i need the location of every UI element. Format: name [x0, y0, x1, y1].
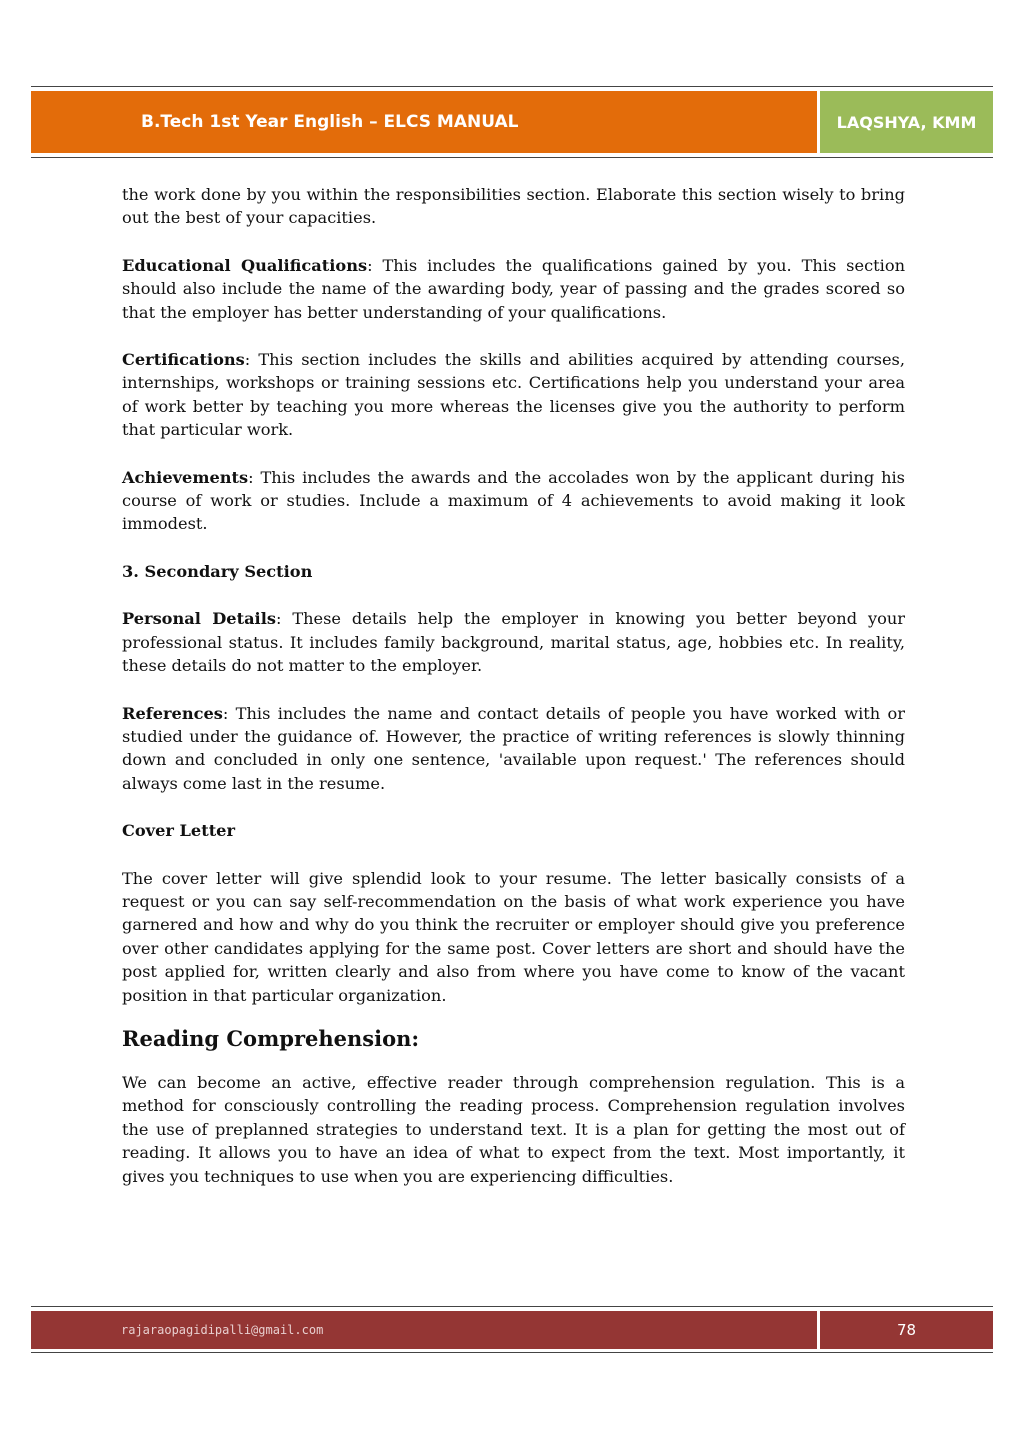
heading-reading-comprehension: Reading Comprehension:	[122, 1025, 420, 1051]
footer-bottom-rule	[31, 1352, 993, 1353]
page-footer	[31, 1311, 993, 1349]
text-achievements: : This includes the awards and the accolades won by the applicant during his course of work or studies. Include a maximum of 4 achievements to avoid making it look immodest.	[122, 467, 905, 534]
header-right-label: LAQSHYA, KMM	[820, 91, 993, 153]
paragraph-references	[122, 702, 905, 796]
footer-top-rule	[31, 1306, 993, 1307]
term-personal-details: Personal Details	[122, 609, 276, 629]
paragraph-cover-letter: The cover letter will give splendid look to your resume. The letter basically consists of a request or you can say self-recommendation on the basis of what work experience you have garnered and how and why do you think the recruiter or employer should give you preference over other candidates applying for the same post. Cover letters are short and should have the post applied for, written clearly and also from where you have come to know of the vacant position in that particular organization.	[122, 868, 905, 1005]
text-educational-qualifications: : This includes the qualifications gained by you. This section should also include the name of the awarding body, year of passing and the grades scored so that the employer has better understanding of your qualifications.	[122, 255, 905, 322]
paragraph-responsibilities: the work done by you within the responsibilities section. Elaborate this section wisely to bring out the best of your capacities.	[122, 185, 905, 228]
header-title: B.Tech 1st Year English – ELCS MANUAL	[31, 91, 817, 153]
term-achievements: Achievements	[122, 467, 249, 487]
term-references: References	[122, 703, 223, 723]
text-certifications: : This section includes the skills and abilities acquired by attending courses, internships, workshops or training sessions etc. Certifications help you understand your area of work better by teaching you more whereas the licenses give you the authority to perform that particular work.	[122, 350, 905, 440]
page-header	[31, 91, 993, 153]
paragraph-achievements	[122, 466, 905, 536]
heading-cover-letter: Cover Letter	[122, 821, 236, 841]
text-references: : This includes the name and contact details of people you have worked with or studied under the guidance of. However, the practice of writing references is slowly thinning down and concluded in only one sentence, 'available upon request.' The references should always come last in the resume.	[122, 703, 905, 793]
paragraph-personal-details	[122, 607, 905, 677]
footer-email: rajaraopagidipalli@gmail.com	[31, 1311, 817, 1349]
text-personal-details: : These details help the employer in knowing you better beyond your professional status. It includes family background, marital status, age, hobbies etc. In reality, these details do not matter to the employer.	[122, 609, 906, 676]
paragraph-educational-qualifications	[122, 254, 905, 324]
paragraph-reading-comprehension: We can become an active, effective reader through comprehension regulation. This is a method for consciously controlling the reading process. Comprehension regulation involves the use of preplanned strategies to understand text. It is a plan for getting the most out of reading. It allows you to have an idea of what to expect from the text. Most importantly, it gives you techniques to use when you are experiencing difficulties.	[122, 1072, 905, 1186]
page-body	[122, 183, 905, 1212]
term-educational-qualifications: Educational Qualifications	[122, 255, 368, 275]
term-certifications: Certifications	[122, 350, 245, 370]
header-top-rule	[31, 86, 993, 87]
heading-secondary-section: 3. Secondary Section	[122, 561, 313, 581]
header-bottom-rule	[31, 157, 993, 158]
page-number: 78	[820, 1311, 993, 1349]
paragraph-certifications	[122, 348, 905, 442]
